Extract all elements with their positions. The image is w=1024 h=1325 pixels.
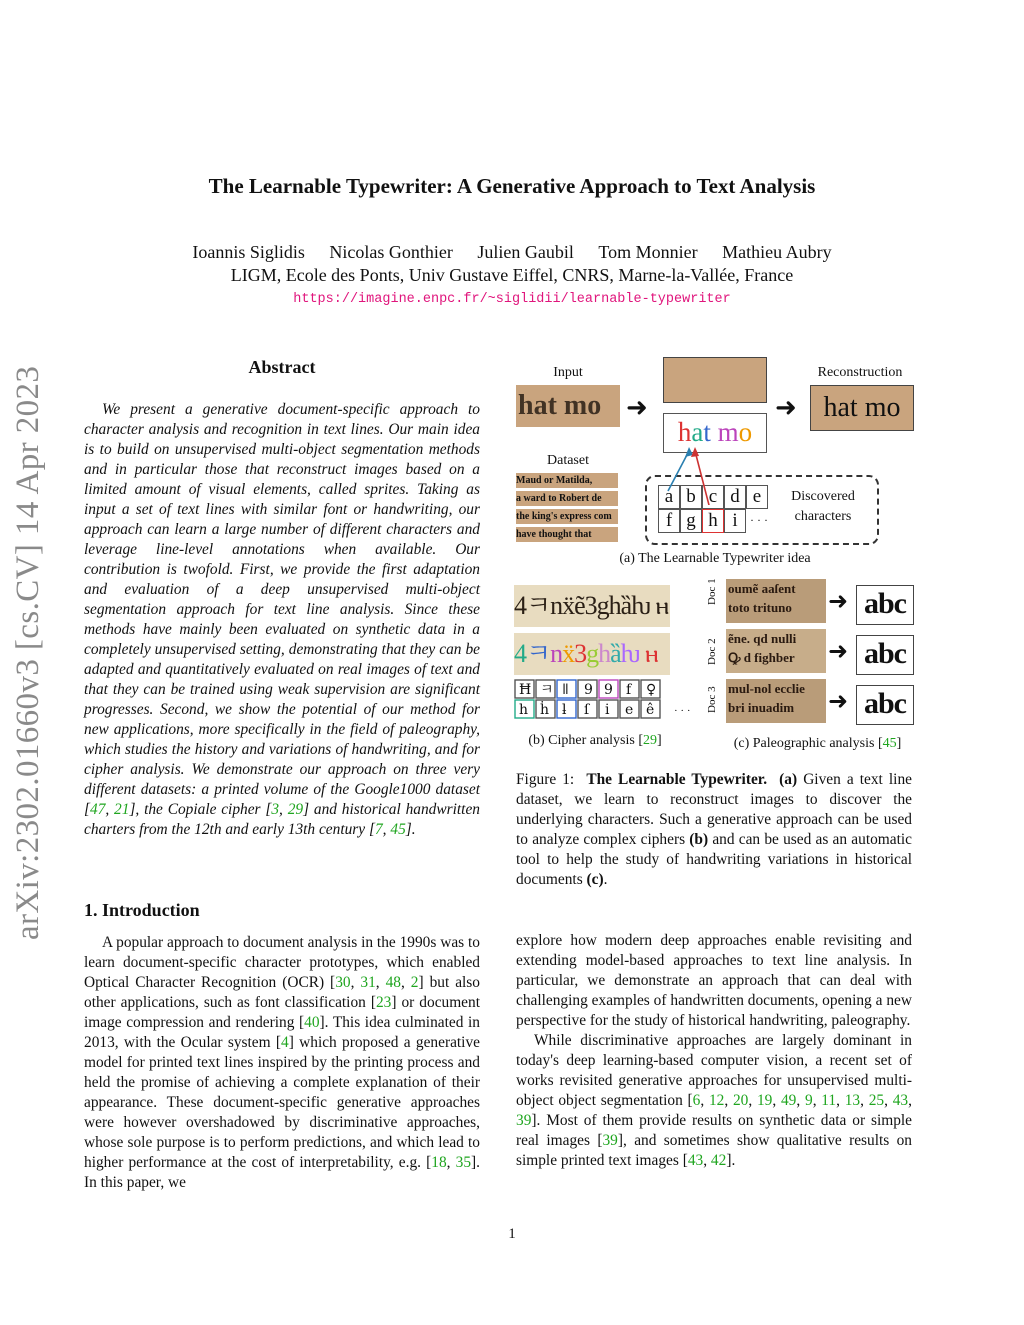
prototype-letters: abc bbox=[856, 635, 914, 675]
arrow-icon: ➜ bbox=[626, 393, 648, 422]
svg-text:9: 9 bbox=[584, 682, 593, 698]
abstract-heading: Abstract bbox=[248, 357, 316, 377]
svg-text:9: 9 bbox=[604, 682, 613, 698]
svg-text:e: e bbox=[625, 702, 634, 718]
right-column-text bbox=[516, 931, 912, 1171]
reconstruction-image: hat mo bbox=[810, 385, 914, 431]
svg-text:♀: ♀ bbox=[646, 682, 657, 698]
paragraph: explore how modern deep approaches enable revisiting and extending model-based approaches to text line analysis. In particular, we demonstrate an approach that can deal with challenging examples of handwritten documents, opening a new perspective for the study of historical handwriting, paleography. bbox=[516, 932, 912, 1029]
arrow-icon: ➜ bbox=[828, 689, 849, 715]
subcaption-c: (c) Paleographic analysis [45] bbox=[733, 736, 902, 751]
doc-label: Doc 3 bbox=[706, 686, 718, 713]
reconstruction-label: Reconstruction bbox=[817, 365, 903, 380]
author: Julien Gaubil bbox=[477, 242, 574, 262]
svg-text:f: f bbox=[626, 682, 632, 698]
svg-text:ㅋ: ㅋ bbox=[540, 682, 554, 698]
project-url[interactable]: https://imagine.enpc.fr/~siglidii/learnable-typewriter bbox=[293, 292, 731, 307]
author: Nicolas Gonthier bbox=[329, 242, 453, 262]
page-number: 1 bbox=[508, 1226, 516, 1242]
cipher-line-original: 4ㅋnẍẽ3ghȁƕ ⲏ bbox=[514, 585, 670, 627]
author: Ioannis Siglidis bbox=[192, 242, 305, 262]
svg-text:ḣ: ḣ bbox=[540, 702, 550, 718]
abstract-text: We present a generative document-specific approach to character analysis and recognition in text lines. Our main idea is to build on unsupervised multi-object segmentation methods and in particular those that reconstruct images based on a limited amount of visual elements, called sprites. Taking as input a set of text lines with similar font or handwriting, our approach can learn a large number of different characters and leverage line-level annotations when available. Our contribution is twofold. First, we provide the first adaptation and evaluation of a deep unsupervised multi-object segmentation approach for text line analysis. Since these methods have mainly been evaluated on synthetic data in a completely unsupervised setting, demonstrating that they can be adapted and quantitatively evaluated on real images of text and that they can be trained using weak supervision are significant progresses. Second, we show the potential of our method for new applications, more specifically in the field of paleography, which studies the history and variations of handwriting, and for cipher analysis. We demonstrate our approach on three very different datasets: a printed volume of the Google1000 dataset [47, 21], the Copiale cipher [3, 29] and historical handwritten charters from the 12th and early 13th century [7, 45]. bbox=[84, 401, 480, 838]
author: Tom Monnier bbox=[598, 242, 698, 262]
svg-text:Ħ: Ħ bbox=[519, 682, 532, 698]
doc-image: ẽne. qd nulli Ꝙ d fighber bbox=[726, 629, 826, 673]
paragraph: While discriminative approaches are largely dominant in today's deep learning-based computer vision, a recent set of works revisited generative approaches for unsupervised multi-object object segmentation [6, 12, 20, 19, 49, 9, 11, 13, 25, 43, 39]. Most of them provide results on synthetic data or simple real images [39], and sometimes show qualitative results on simple printed text images [43, 42]. bbox=[516, 1032, 913, 1169]
prototype-letters: abc bbox=[856, 585, 914, 625]
doc-label: Doc 1 bbox=[706, 578, 718, 605]
arrow-icon: ➜ bbox=[828, 589, 849, 615]
svg-text:ƚ: ƚ bbox=[562, 702, 567, 718]
svg-text:i: i bbox=[605, 702, 610, 718]
intro-paragraph: A popular approach to document analysis in the 1990s was to learn document-specific character prototypes, which enabled Optical Character Recognition (OCR) [30, 31, 48, 2] but also other applications, such as font classification [23] or document image compression and rendering [40]. This idea culminated in 2013, with the Ocular system [4] which proposed a generative model for printed text lines inspired by the printing process and held the promise of achieving a complete explanation of their appearance. These document-specific generative approaches were however overshadowed by discriminative approaches, whose sole purpose is to perform predictions, and which lead to higher performance at the cost of interpretability, e.g. [18, 35]. In this paper, we bbox=[84, 934, 481, 1191]
arrow-icon: ➜ bbox=[775, 393, 797, 422]
background-sprite bbox=[663, 357, 767, 403]
input-label: Input bbox=[553, 365, 583, 380]
prototype-letters: abc bbox=[856, 685, 914, 725]
author-names bbox=[0, 241, 1024, 264]
dataset-lines: Maud or Matilda, a ward to Robert de the king's express com have thought that bbox=[516, 473, 618, 542]
doc-image: oumẽ aaſent toto trituno bbox=[726, 579, 826, 623]
affiliation: LIGM, Ecole des Ponts, Univ Gustave Eiffel, CNRS, Marne-la-Vallée, France bbox=[230, 265, 794, 285]
doc-image: mul-nol ecclie bri inuadim bbox=[726, 679, 826, 723]
subcaption-b: (b) Cipher analysis [29] bbox=[528, 733, 662, 748]
arrow-icon: ➜ bbox=[828, 639, 849, 665]
author: Mathieu Aubry bbox=[722, 242, 832, 262]
discovered-label: Discovered characters bbox=[791, 489, 855, 524]
assignment-arrows bbox=[655, 445, 725, 505]
arxiv-stamp: arXiv:2302.01660v3 [cs.CV] 14 Apr 2023 bbox=[10, 365, 46, 940]
sprite-composite: hat mo bbox=[663, 413, 767, 453]
subcaption-a: (a) The Learnable Typewriter idea bbox=[619, 551, 811, 566]
cipher-line-segmented: 4ㅋnẍ3ghȁƕ ⲏ bbox=[514, 633, 670, 675]
svg-text:ſ: ſ bbox=[584, 702, 590, 718]
svg-text:ǁ: ǁ bbox=[562, 682, 569, 698]
dataset-label: Dataset bbox=[547, 453, 589, 468]
input-image: hat mo bbox=[516, 385, 620, 427]
author-block bbox=[0, 241, 1024, 287]
figure-1: Input hat mo ➜ hat mo ➜ Reconstruction hat mo Dataset Maud or Matilda, a ward to Robert de the king's express com have thought that a b c d e f g h i · · · Discovered characters (a) The Learnable Typewriter idea 4ㅋnẍẽ3ghȁƕ ⲏ 4ㅋnẍ3ghȁƕ ⲏ Ħ ㅋ ǁ 9 9 f ♀ h ḣ ƚ ſ i e ê · · · (b) Cipher analysis [29] Doc 1 Doc 2 Doc 3 oumẽ aaſent toto trituno ẽne. qd nulli Ꝙ d fighber mul-nol ecclie bri inuadim ➜ ➜ ➜ abc abc abc (c) Paleographic analysis [45] bbox=[510, 355, 920, 755]
svg-text:h: h bbox=[519, 702, 529, 718]
paper-title: The Learnable Typewriter: A Generative Approach to Text Analysis bbox=[208, 174, 816, 198]
figure-caption: Figure 1: The Learnable Typewriter. (a) Given a text line dataset, we learn to reconstruct images to discover the underlying characters. Such a generative approach can be used to analyze complex ciphers (b) and can be used as an automatic tool to help the study of handwriting variations in historical documents (c). bbox=[516, 771, 912, 888]
svg-text:ê: ê bbox=[646, 702, 655, 718]
doc-label: Doc 2 bbox=[706, 638, 718, 665]
cipher-sprites bbox=[514, 679, 674, 719]
section-heading: 1. Introduction bbox=[84, 900, 200, 920]
